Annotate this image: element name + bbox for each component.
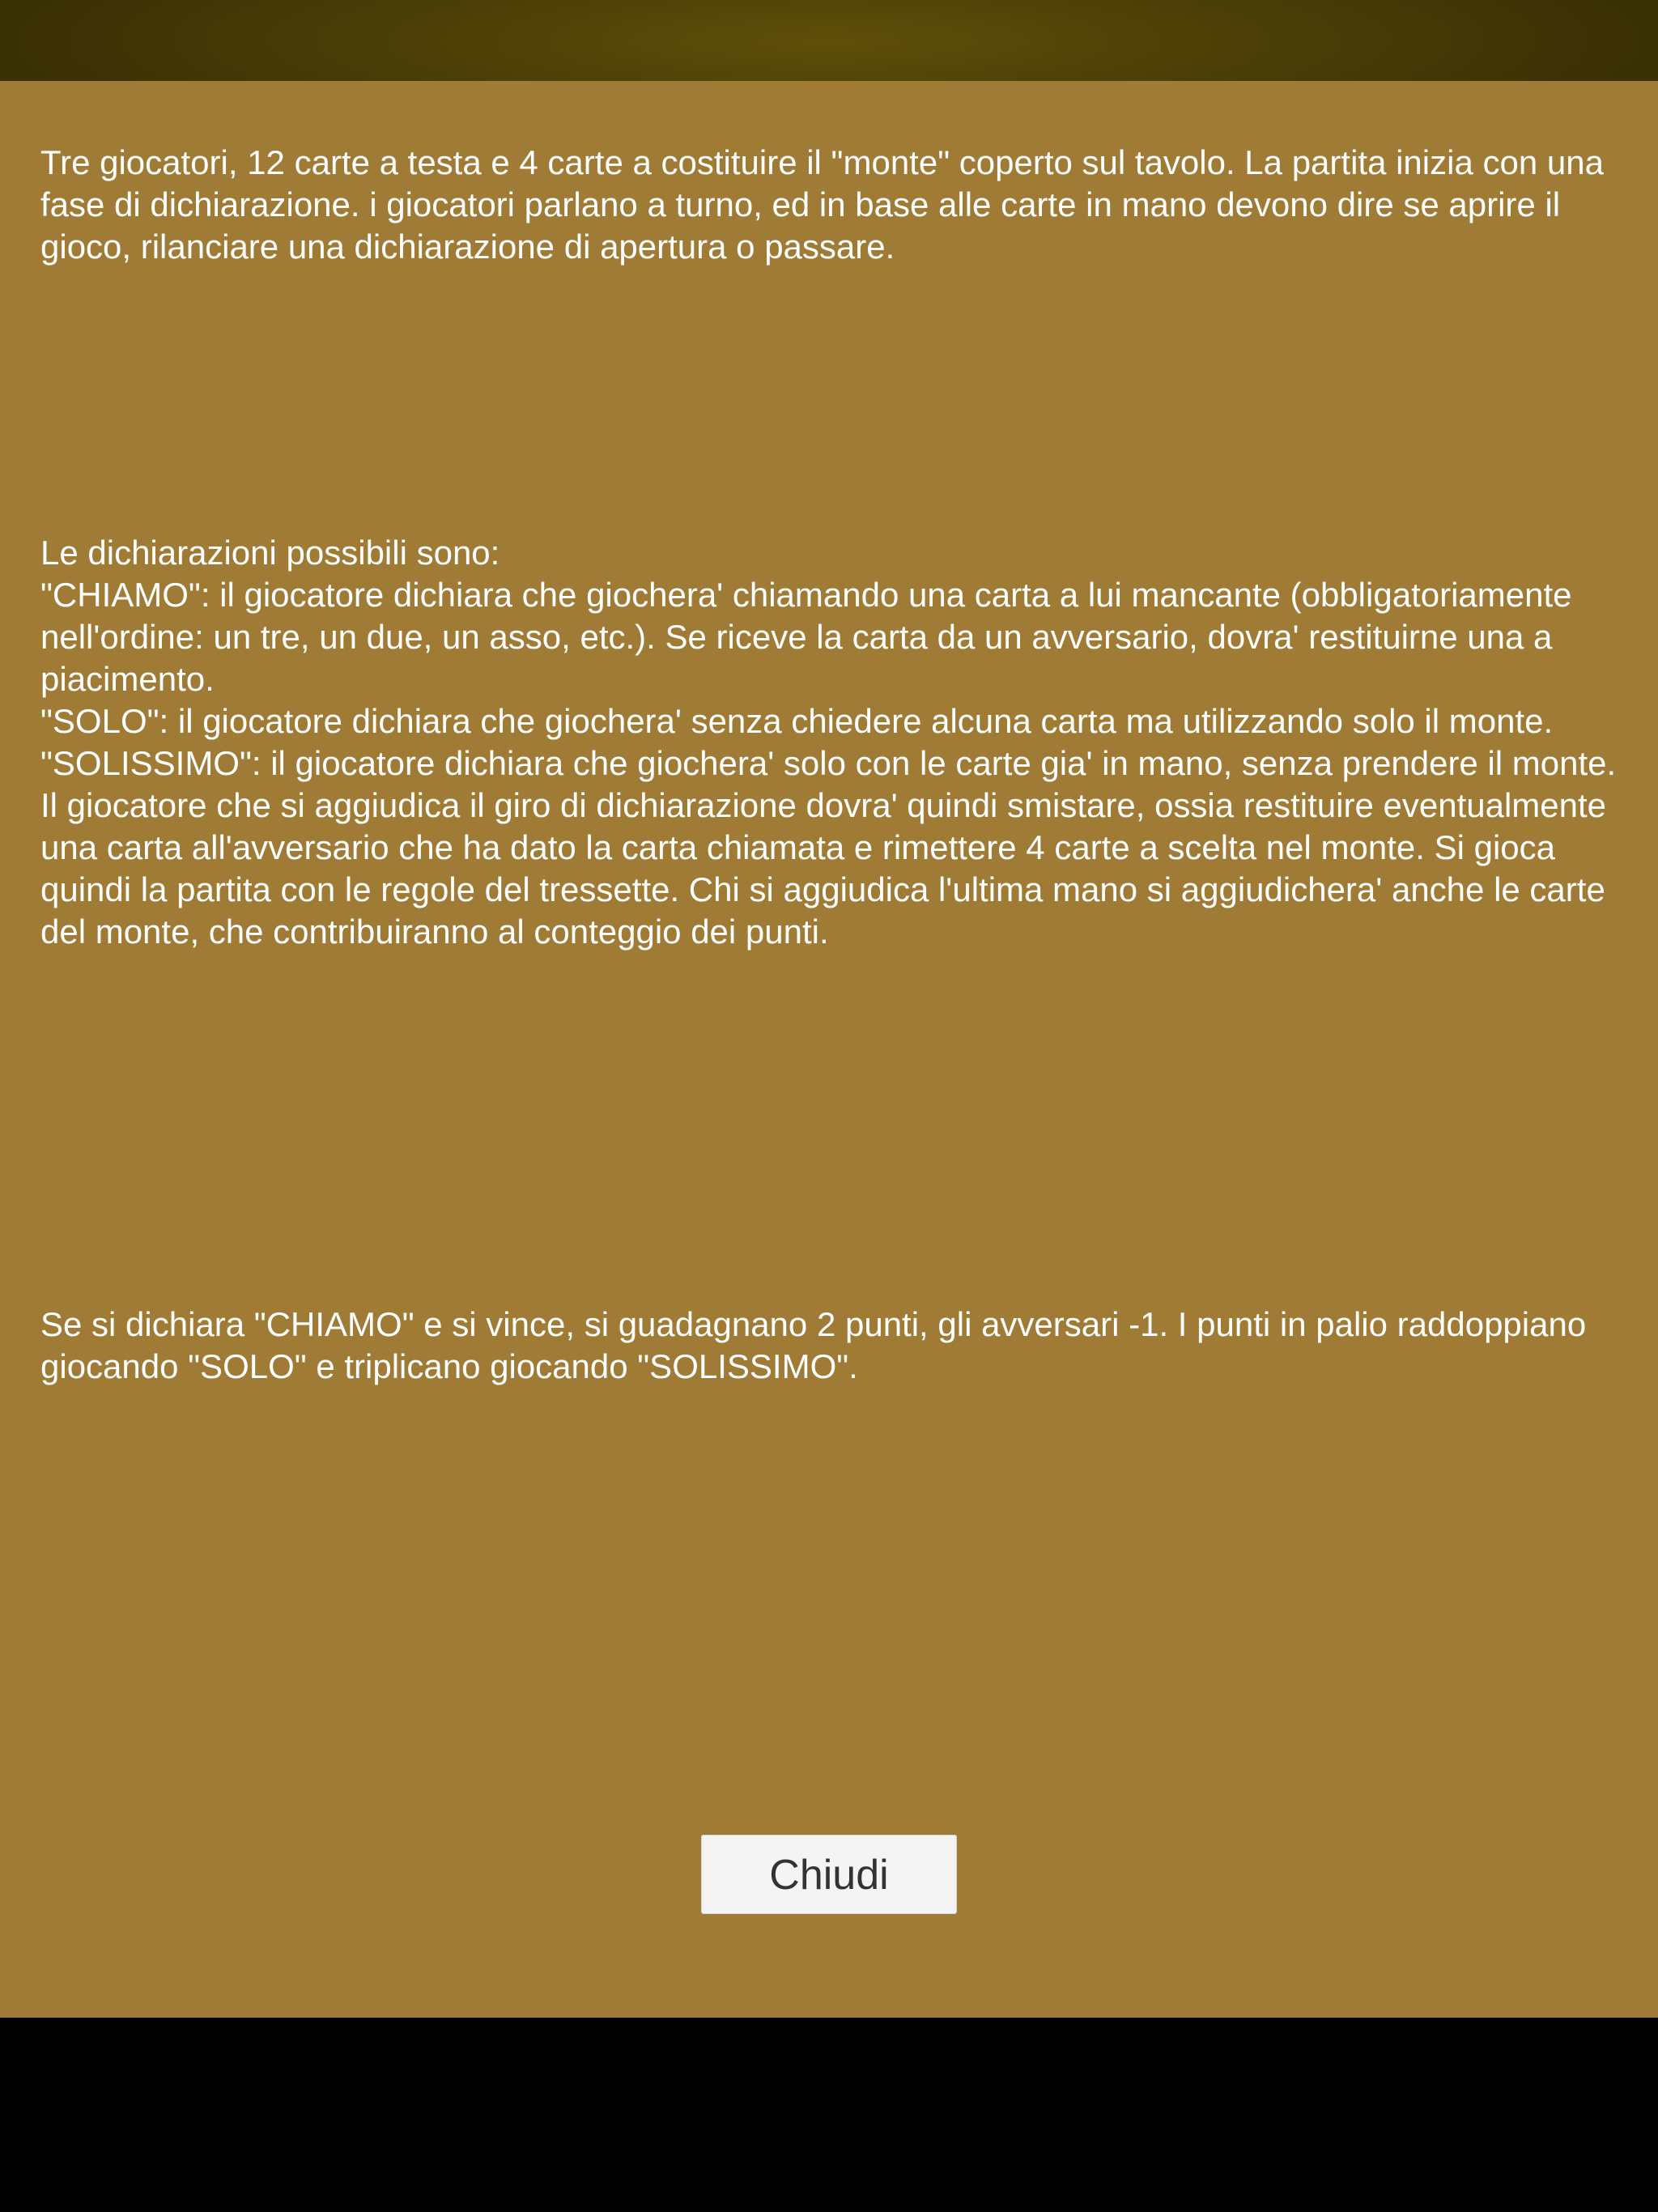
declaration-winner-rules: Il giocatore che si aggiudica il giro di dichiarazione dovra' quindi smistare, ossia restituire eventualmente una carta all'avversario che ha dato la carta chiamata e rimettere 4 carte a scelta nel monte. Si gioca quindi la partita con le regole del tressette. Chi si aggiudica l'ultima mano si aggiudichera' anche le carte del monte, che contribuiranno al conteggio dei punti. [40,786,1607,951]
declarations-heading: Le dichiarazioni possibili sono: [40,534,500,572]
rules-panel [0,81,1658,2018]
declaration-solissimo: "SOLISSIMO": il giocatore dichiara che giochera' solo con le carte gia' in mano, senza prendere il monte. [40,744,1617,782]
bottom-black-area [0,2018,1658,2212]
rules-scoring-paragraph: Se si dichiara "CHIAMO" e si vince, si guadagnano 2 punti, gli avversari -1. I punti in palio raddoppiano giocando "SOLO" e triplicano giocando "SOLISSIMO". [40,1305,1587,1385]
rules-intro-paragraph: Tre giocatori, 12 carte a testa e 4 carte a costituire il "monte" coperto sul tavolo. La partita inizia con una fase di dichiarazione. i giocatori parlano a turno, ed in base alle carte in mano devono dire se aprire il gioco, rilanciare una dichiarazione di apertura o passare. [40,143,1604,266]
declaration-chiamo: "CHIAMO": il giocatore dichiara che giochera' chiamando una carta a lui mancante (obbligatoriamente nell'ordine: un tre, un due, un asso, etc.). Se riceve la carta da un avversario, dovra' restituirne una a piacimento. [40,576,1572,698]
declaration-solo: "SOLO": il giocatore dichiara che giochera' senza chiedere alcuna carta ma utilizzando solo il monte. [40,702,1554,740]
close-button[interactable]: Chiudi [701,1835,957,1914]
rules-declarations-paragraph [40,532,1619,953]
top-bar [0,0,1658,81]
